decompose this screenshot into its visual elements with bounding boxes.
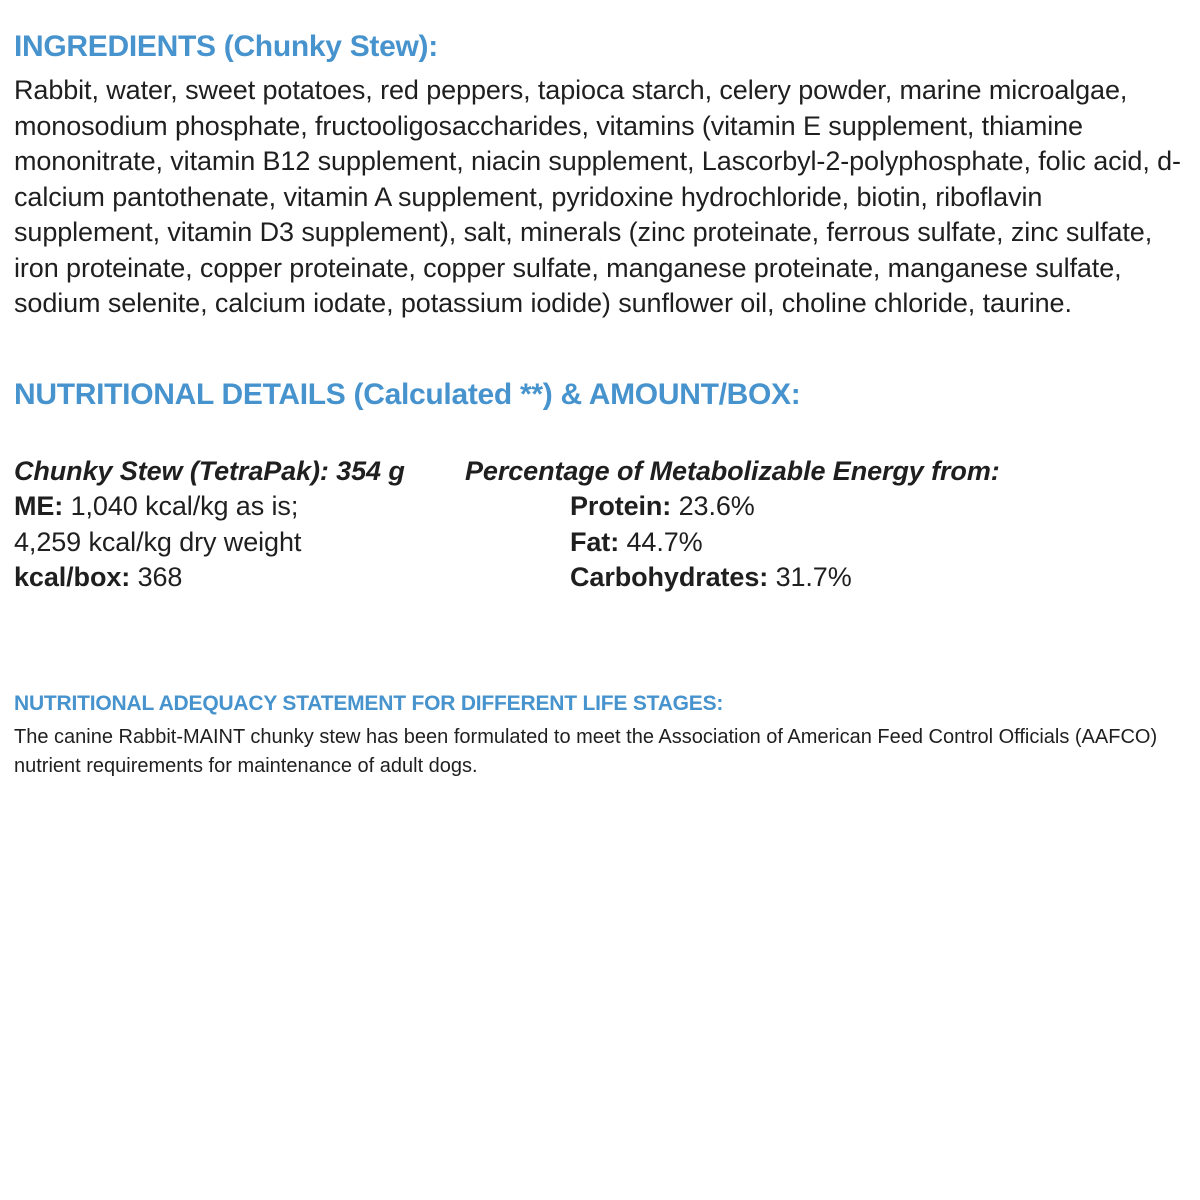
kcal-box-label: kcal/box:: [14, 562, 131, 592]
fat-value: 44.7%: [626, 526, 703, 557]
me-row: [14, 489, 465, 525]
carbohydrates-value: 31.7%: [775, 562, 852, 592]
dry-weight-row: [14, 525, 465, 561]
kcal-box-value: 368: [137, 562, 183, 592]
ingredients-heading: INGREDIENTS (Chunky Stew):: [14, 30, 438, 63]
nutrition-columns: [14, 454, 1186, 596]
adequacy-section: [14, 692, 1186, 781]
chunky-stew-title: Chunky Stew (TetraPak): 354 g: [14, 455, 405, 486]
adequacy-body: The canine Rabbit-MAINT chunky stew has been formulated to meet the Association of American Feed Control Officials (AAFCO) nutrient requirements for maintenance of adult dogs.: [14, 725, 1158, 777]
dry-weight-value: 4,259 kcal/kg dry weight: [14, 526, 302, 557]
me-label: ME:: [14, 491, 64, 521]
nutritional-details-heading: NUTRITIONAL DETAILS (Calculated **) & AMOUNT/BOX:: [14, 377, 801, 411]
fat-row: [465, 525, 1186, 561]
protein-label: Protein:: [570, 491, 672, 521]
nutritional-details-section: [14, 378, 1186, 596]
ingredients-body: Rabbit, water, sweet potatoes, red peppers, tapioca starch, celery powder, marine microalgae, monosodium phosphate, fructooligosaccharides, vitamins (vitamin E supplement, thiamine mononitrate, vitamin B12 supplement, niacin supplement, Lascorbyl-2-polyphosphate, folic acid, d-calcium pantothenate, vitamin A supplement, pyridoxine hydrochloride, biotin, riboflavin supplement, vitamin D3 supplement), salt, minerals (zinc proteinate, ferrous sulfate, zinc sulfate, iron proteinate, copper proteinate, copper sulfate, manganese proteinate, manganese sulfate, sodium selenite, calcium iodate, potassium iodide) sunflower oil, choline chloride, taurine.: [14, 75, 1181, 318]
carbohydrates-row: [465, 560, 1186, 596]
chunky-stew-column: [14, 454, 465, 596]
adequacy-heading: NUTRITIONAL ADEQUACY STATEMENT FOR DIFFERENT LIFE STAGES:: [14, 691, 724, 715]
protein-value: 23.6%: [678, 491, 755, 521]
ingredients-section: [14, 30, 1186, 322]
energy-percentage-title: Percentage of Metabolizable Energy from:: [465, 455, 1000, 486]
energy-percentage-column: [465, 454, 1186, 596]
protein-row: [465, 489, 1186, 525]
kcal-box-row: [14, 560, 465, 596]
carbohydrates-label: Carbohydrates:: [570, 562, 769, 592]
fat-label: Fat:: [570, 526, 620, 557]
me-value: 1,040 kcal/kg as is;: [70, 491, 299, 521]
